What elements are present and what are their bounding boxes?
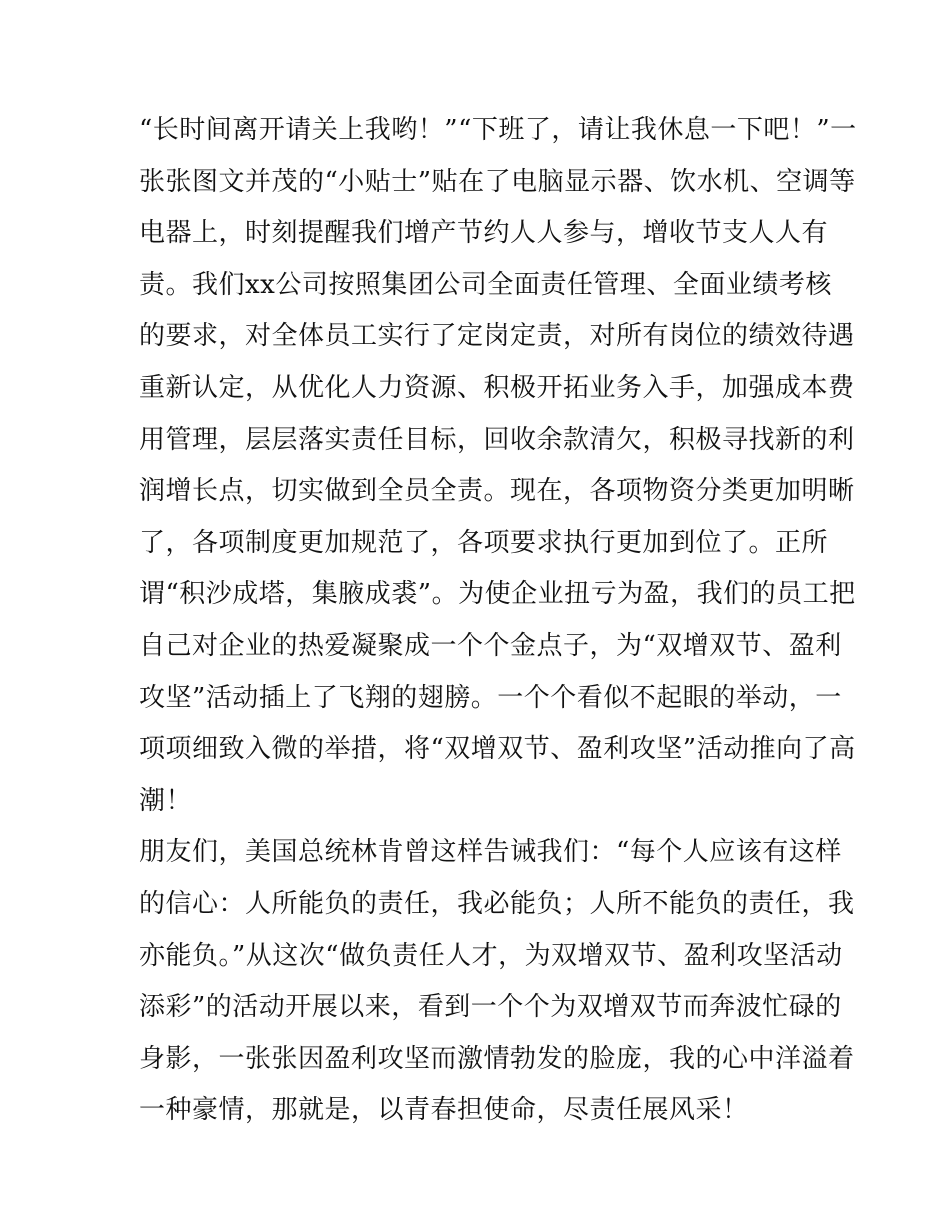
text-line-9: 了，各项制度更加规范了，各项要求执行更加到位了。正所	[139, 527, 829, 558]
text-line-5: 的要求，对全体员工实行了定岗定责，对所有岗位的绩效待遇	[139, 321, 855, 352]
text-line-20: 一种豪情，那就是，以青春担使命，尽责任展风采！	[139, 1095, 749, 1126]
text-line-12: 攻坚”活动插上了飞翔的翅膀。一个个看似不起眼的举动，一	[139, 682, 842, 713]
text-line-10: 谓“积沙成塔，集腋成裘”。为使企业扭亏为盈，我们的员工把	[139, 579, 856, 610]
text-line-15: 朋友们，美国总统林肯曾这样告诫我们：“每个人应该有这样	[139, 837, 842, 868]
text-line-18: 添彩”的活动开展以来，看到一个个为双增双节而奔波忙碌的	[139, 992, 842, 1023]
text-line-11: 自己对企业的热爱凝聚成一个个金点子，为“双增双节、盈利	[139, 630, 842, 661]
text-line-1: “长时间离开请关上我哟！”“下班了，请让我休息一下吧！”一	[139, 115, 857, 145]
text-line-16: 的信心：人所能负的责任，我必能负；人所不能负的责任，我	[139, 888, 855, 919]
text-line-8: 润增长点，切实做到全员全责。现在，各项物资分类更加明晰	[139, 476, 855, 507]
text-line-14: 潮！	[139, 785, 193, 816]
text-line-7: 用管理，层层落实责任目标，回收余款清欠，积极寻找新的利	[139, 424, 855, 455]
text-line-13: 项项细致入微的举措，将“双增双节、盈利攻坚”活动推向了高	[139, 734, 856, 765]
text-line-6: 重新认定，从优化人力资源、积极开拓业务入手，加强成本费	[139, 372, 855, 403]
text-line-2: 张张图文并茂的“小贴士”贴在了电脑显示器、饮水机、空调等	[139, 166, 856, 197]
text-line-4: 责。我们xx公司按照集团公司全面责任管理、全面业绩考核	[139, 269, 832, 300]
text-line-19: 身影，一张张因盈利攻坚而激情勃发的脸庞，我的心中洋溢着	[139, 1043, 855, 1074]
body-text	[139, 105, 857, 1137]
text-line-17: 亦能负。”从这次“做负责任人才，为双增双节、盈利攻坚活动	[139, 940, 843, 971]
text-line-3: 电器上，时刻提醒我们增产节约人人参与，增收节支人人有	[139, 218, 829, 249]
